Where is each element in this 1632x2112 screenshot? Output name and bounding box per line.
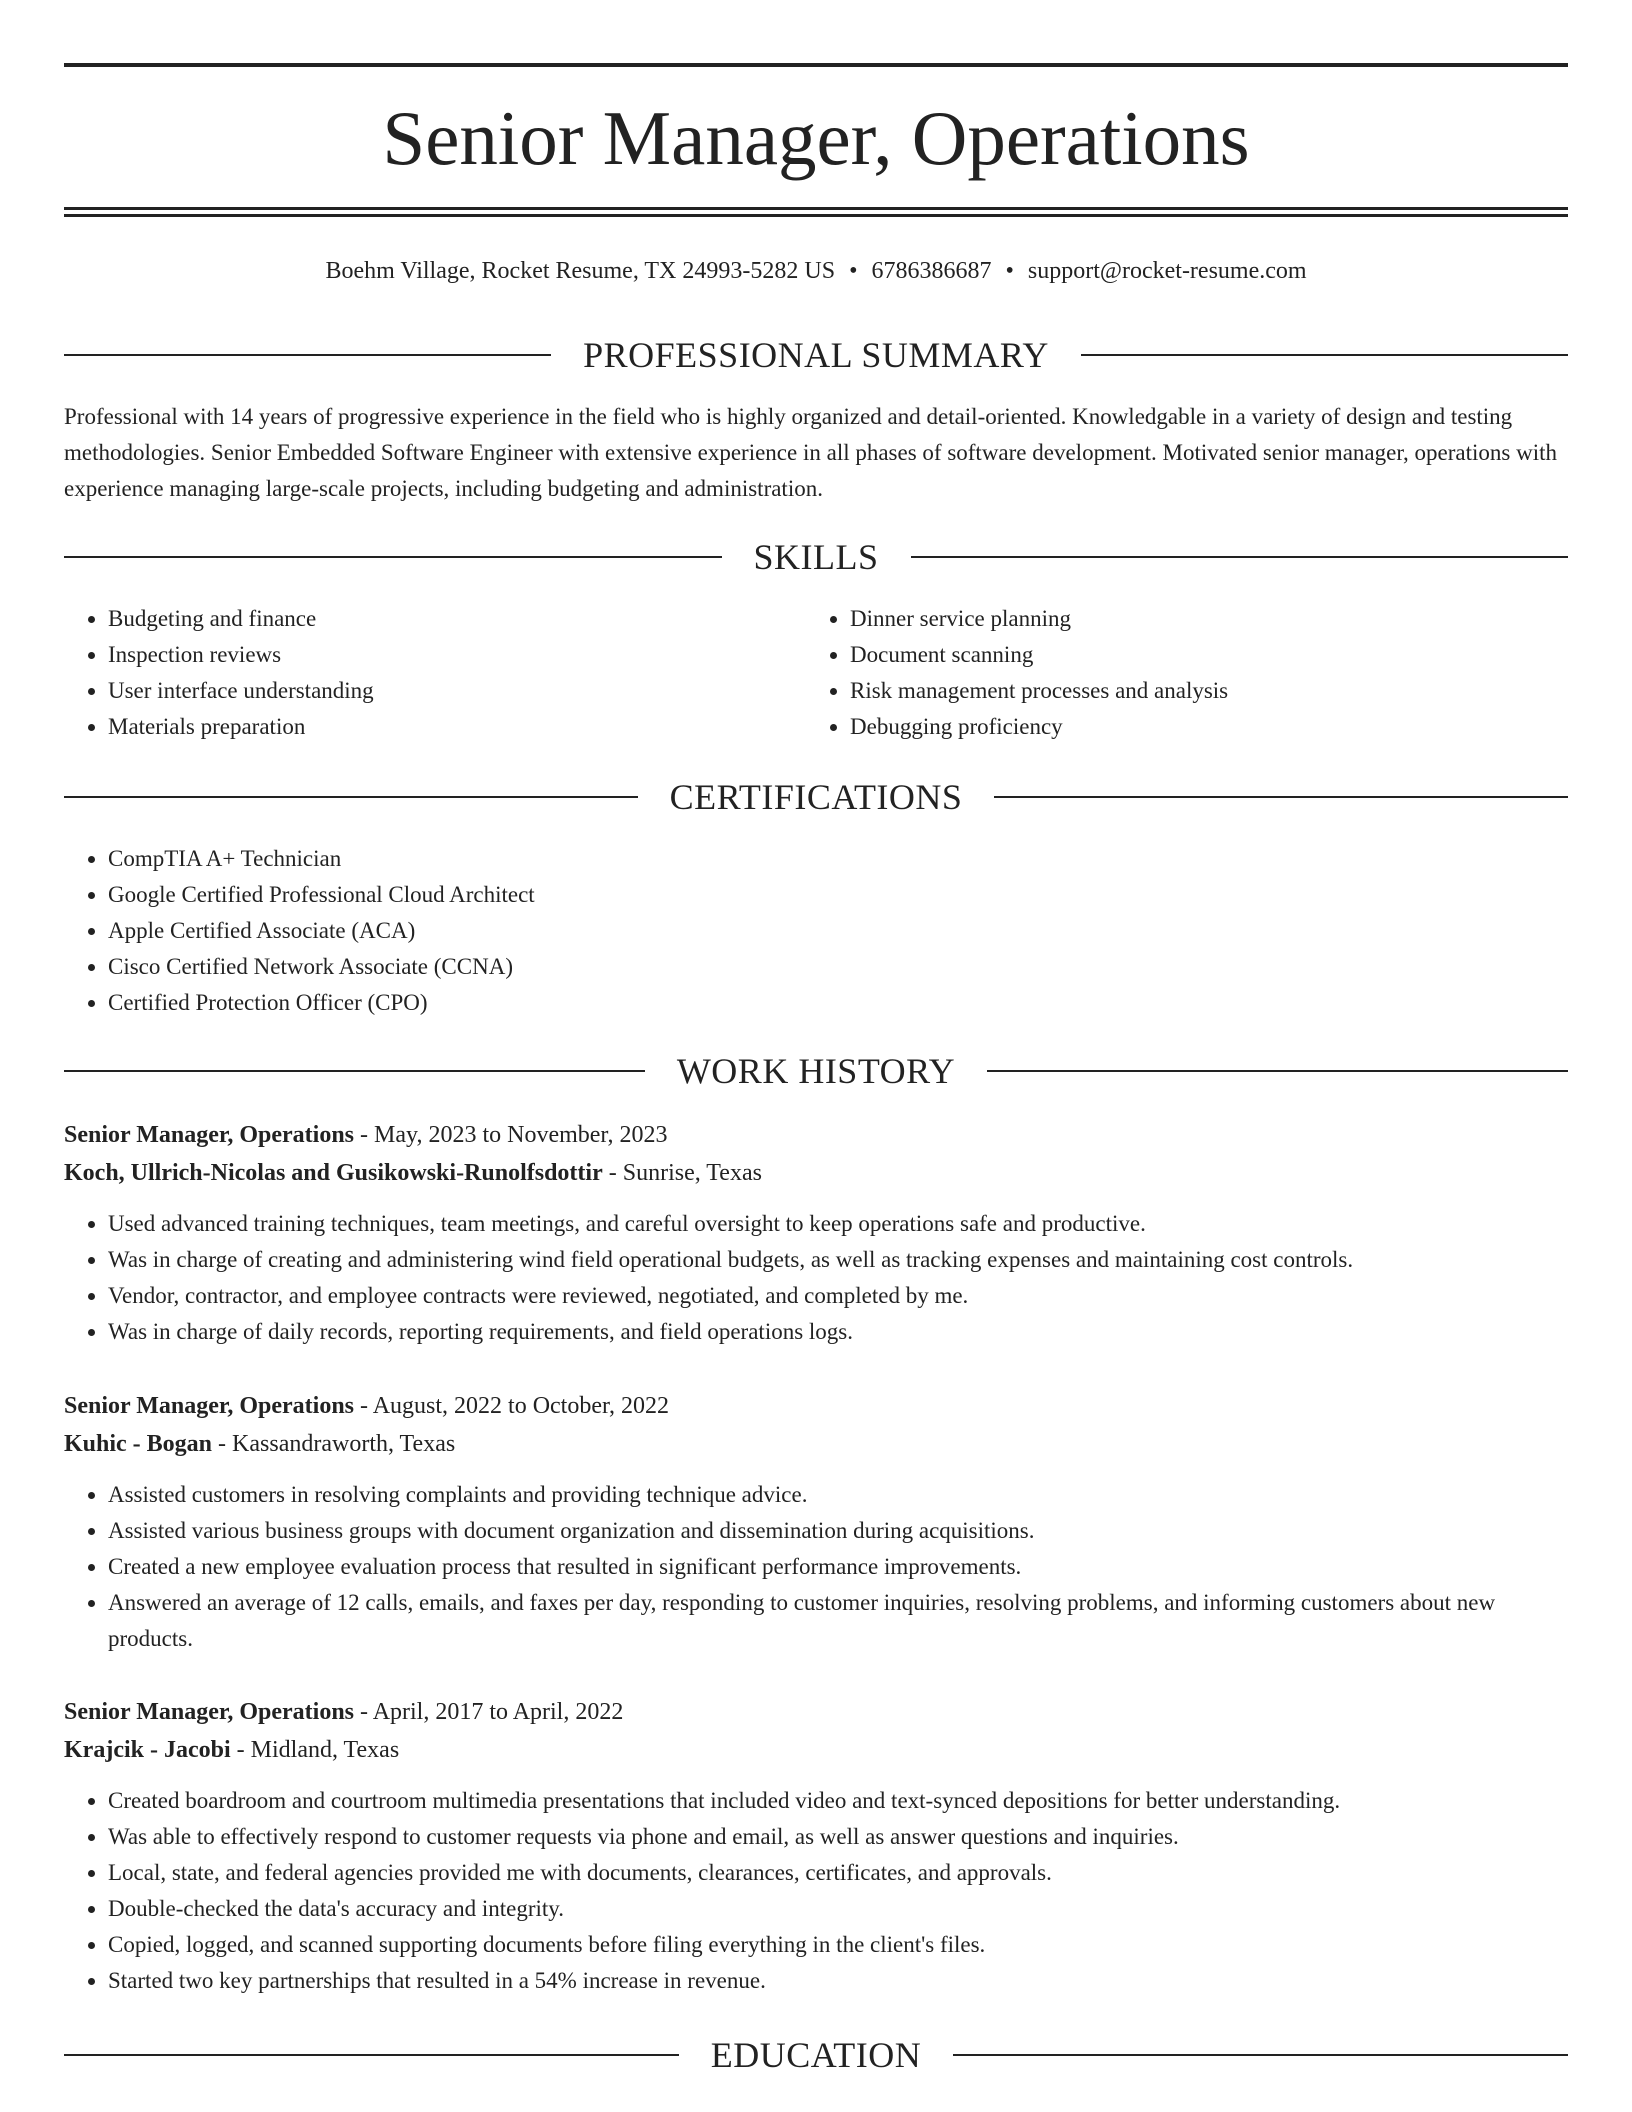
contact-address: Boehm Village, Rocket Resume, TX 24993-5282 US [325,258,836,284]
job-bullets [64,1477,1568,1657]
job-company: Krajcik - Jacobi [64,1737,231,1763]
section-header-work-history [64,1049,1568,1093]
certifications-block [64,841,1568,1021]
section-rule [994,796,1568,798]
dash: - [354,1699,373,1725]
job-bullet: • Local, state, and federal agencies provided me with documents, clearances, certificates, and approvals. [108,1855,1568,1891]
section-header-summary [64,333,1568,377]
certification-item: • Apple Certified Associate (ACA) [108,913,1568,949]
section-rule [953,2054,1568,2056]
dash: - [354,1393,373,1419]
section-rule [1081,354,1568,356]
job-bullet: • Assisted customers in resolving complaints and providing technique advice. [108,1477,1568,1513]
job-role-line [64,1387,1568,1425]
job-bullets [64,1783,1568,1999]
skills-column-right [806,601,1548,745]
contact-line [64,254,1568,288]
section-rule [64,796,638,798]
skill-item: • Debugging proficiency [850,709,1548,745]
skill-item: • Risk management processes and analysis [850,673,1548,709]
summary-block [64,399,1568,507]
contact-separator: • [1005,258,1014,284]
job-role-line [64,1116,1568,1154]
certification-item: • Cisco Certified Network Associate (CCNA) [108,949,1568,985]
job-bullet: • Was able to effectively respond to customer requests via phone and email, as well as answer questions and inquiries. [108,1819,1568,1855]
skills-column-left [64,601,806,745]
skill-item: • Materials preparation [108,709,806,745]
section-rule [64,1070,645,1072]
certification-item: • CompTIA A+ Technician [108,841,1568,877]
contact-phone: 6786386687 [871,258,992,284]
job-role: Senior Manager, Operations [64,1393,355,1419]
section-rule [911,556,1569,558]
summary-text: Professional with 14 years of progressive experience in the field who is highly organized and detail-oriented. Knowledgable in a variety of design and testing methodologies. Senior Embedded Software Engineer with extensive experience in all phases of software development. Motivated senior manager, operations with experience managing large-scale projects, including budgeting and administration. [64,404,1558,501]
skill-item: • Inspection reviews [108,637,806,673]
job-company-line [64,1425,1568,1463]
job-entry [64,1387,1568,1657]
section-title: EDUCATION [710,2035,922,2075]
job-bullets [64,1206,1568,1350]
job-bullet: • Was in charge of daily records, reporting requirements, and field operations logs. [108,1314,1568,1350]
certification-item: • Google Certified Professional Cloud Architect [108,877,1568,913]
dash: - [230,1737,251,1763]
job-location: Sunrise, Texas [622,1160,762,1186]
skills-grid [64,601,1568,745]
skill-item: • Document scanning [850,637,1548,673]
contact-separator: • [849,258,858,284]
job-bullet: • Used advanced training techniques, team meetings, and careful oversight to keep operations safe and productive. [108,1206,1568,1242]
job-company: Kuhic - Bogan [64,1431,213,1457]
job-location: Midland, Texas [250,1737,400,1763]
dash: - [212,1431,233,1457]
job-bullet: • Vendor, contractor, and employee contracts were reviewed, negotiated, and completed by me. [108,1278,1568,1314]
job-entry [64,1693,1568,1999]
job-location: Kassandraworth, Texas [232,1431,456,1457]
job-bullet: • Created boardroom and courtroom multimedia presentations that included video and text-synced depositions for better understanding. [108,1783,1568,1819]
job-bullet: • Was in charge of creating and administering wind field operational budgets, as well as tracking expenses and maintaining cost controls. [108,1242,1568,1278]
job-role: Senior Manager, Operations [64,1122,355,1148]
job-dates: August, 2022 to October, 2022 [372,1393,670,1419]
section-header-skills [64,535,1568,579]
job-company: Koch, Ullrich-Nicolas and Gusikowski-Runolfsdottir [64,1160,603,1186]
job-bullet: • Started two key partnerships that resulted in a 54% increase in revenue. [108,1963,1568,1999]
job-dates: May, 2023 to November, 2023 [374,1122,668,1148]
skill-item: • Dinner service planning [850,601,1548,637]
section-title: PROFESSIONAL SUMMARY [583,335,1049,375]
skill-item: • Budgeting and finance [108,601,806,637]
job-bullet: • Created a new employee evaluation process that resulted in significant performance improvements. [108,1549,1568,1585]
section-header-education [64,2033,1568,2077]
job-bullet: • Copied, logged, and scanned supporting documents before filing everything in the client's files. [108,1927,1568,1963]
section-rule [64,556,722,558]
job-dates: April, 2017 to April, 2022 [372,1699,624,1725]
section-title: CERTIFICATIONS [669,777,963,817]
certification-item: • Certified Protection Officer (CPO) [108,985,1568,1021]
section-rule [987,1070,1568,1072]
contact-email[interactable]: support@rocket-resume.com [1027,258,1307,284]
job-entry [64,1116,1568,1350]
job-company-line [64,1154,1568,1192]
job-role: Senior Manager, Operations [64,1699,355,1725]
section-rule [64,354,551,356]
top-rule [64,63,1568,67]
job-role-line [64,1693,1568,1731]
section-title: SKILLS [753,537,879,577]
dash: - [354,1122,375,1148]
double-rule [64,207,1568,217]
resume-title: Senior Manager, Operations [382,95,1250,181]
dash: - [602,1160,623,1186]
section-rule [64,2054,679,2056]
skill-item: • User interface understanding [108,673,806,709]
section-header-certifications [64,775,1568,819]
job-bullet: • Double-checked the data's accuracy and integrity. [108,1891,1568,1927]
job-bullet: • Assisted various business groups with document organization and dissemination during acquisitions. [108,1513,1568,1549]
job-company-line [64,1731,1568,1769]
section-title: WORK HISTORY [676,1051,956,1091]
job-bullet: • Answered an average of 12 calls, emails, and faxes per day, responding to customer inquiries, resolving problems, and informing customers about new products. [108,1585,1568,1657]
